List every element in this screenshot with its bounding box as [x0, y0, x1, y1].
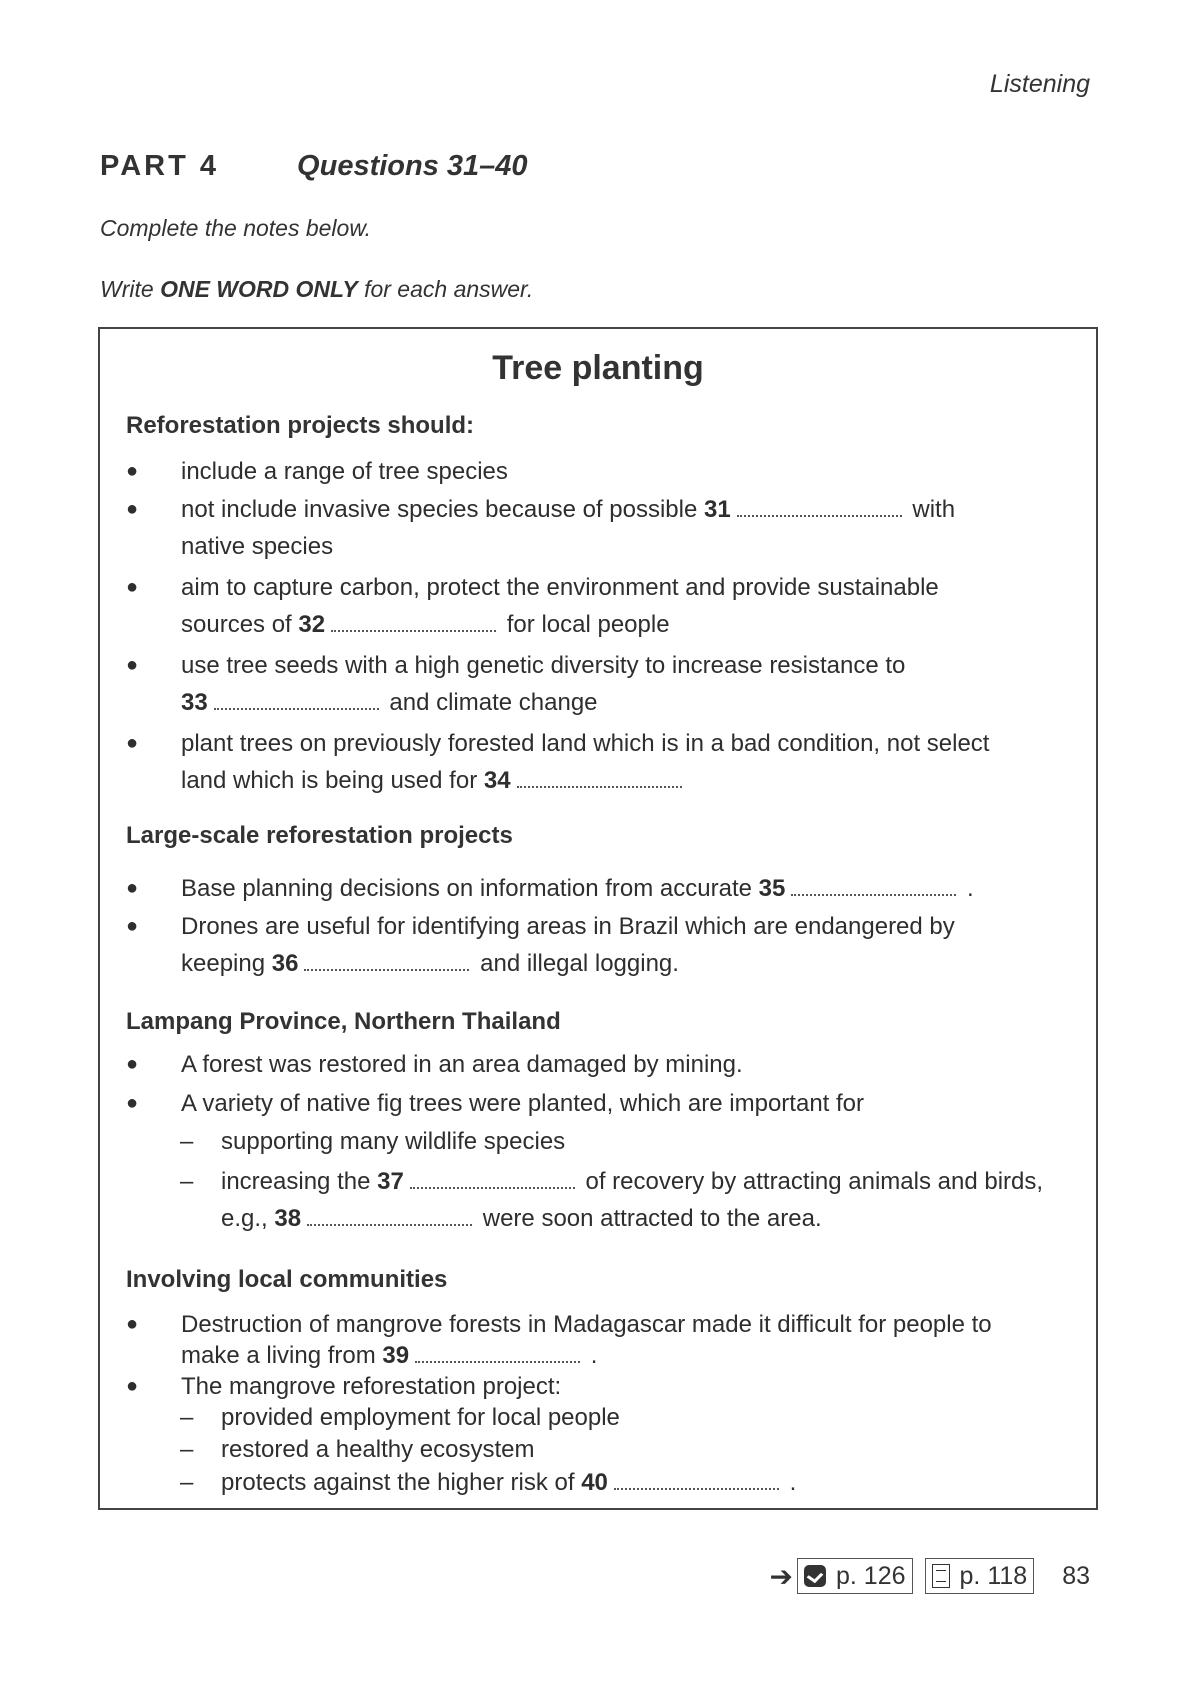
- question-number: 34: [483, 767, 511, 794]
- list-item: ● A variety of native fig trees were planted, which are important for: [126, 1085, 1086, 1122]
- list-item: ● Base planning decisions on information from accurate 35 .: [126, 870, 1086, 907]
- question-number: 39: [382, 1342, 410, 1369]
- audio-script-reference[interactable]: p. 126: [797, 1558, 913, 1594]
- list-item: ● use tree seeds with a high genetic diversity to increase resistance to 33 and climate change: [126, 647, 1086, 721]
- instruction-word-limit: Write ONE WORD ONLY for each answer.: [100, 276, 534, 302]
- footer: [770, 1558, 1090, 1594]
- answer-blank-38[interactable]: [307, 1222, 472, 1226]
- list-item: ● plant trees on previously forested land which is in a bad condition, not select land which is being used for 34: [126, 725, 1086, 799]
- question-number: 35: [758, 875, 786, 902]
- part-heading: [100, 150, 528, 183]
- dash-icon: –: [180, 1404, 194, 1431]
- question-number: 40: [581, 1469, 608, 1496]
- list-item: ● The mangrove reforestation project:: [126, 1373, 562, 1400]
- question-number: 32: [298, 611, 326, 638]
- page-number: 83: [1062, 1561, 1090, 1590]
- section-label: Listening: [989, 70, 1090, 98]
- bullet-icon: ●: [126, 877, 139, 899]
- answer-blank-32[interactable]: [331, 628, 496, 632]
- answer-blank-37[interactable]: [410, 1185, 575, 1189]
- list-item: – supporting many wildlife species: [126, 1123, 1086, 1160]
- bullet-icon: ●: [126, 576, 139, 598]
- list-item: – restored a healthy ecosystem: [180, 1436, 535, 1463]
- bullet-icon: ●: [126, 1053, 139, 1075]
- list-item: ● include a range of tree species: [126, 453, 1086, 490]
- notes-box: [98, 327, 1098, 1510]
- answer-blank-33[interactable]: [214, 706, 379, 710]
- bullet-icon: ●: [126, 498, 139, 520]
- dash-icon: –: [180, 1128, 194, 1155]
- question-number: 38: [274, 1205, 302, 1232]
- list-item: ● Drones are useful for identifying areas in Brazil which are endangered by keeping 36 and illegal logging.: [126, 908, 1086, 982]
- list-item: ● aim to capture carbon, protect the environment and provide sustainable sources of 32 for local people: [126, 569, 1086, 643]
- answer-blank-34[interactable]: [517, 784, 682, 788]
- dash-icon: –: [180, 1436, 194, 1463]
- answer-blank-39[interactable]: [415, 1359, 580, 1363]
- section-heading: Involving local communities: [126, 1266, 448, 1293]
- answer-blank-36[interactable]: [304, 967, 469, 971]
- questions-range: Questions 31–40: [297, 150, 528, 182]
- bullet-icon: ●: [126, 1092, 139, 1114]
- dash-icon: –: [180, 1469, 194, 1496]
- list-item: ● Destruction of mangrove forests in Madagascar made it difficult for people to make a living from 39 .: [126, 1311, 992, 1369]
- list-item: – increasing the 37 of recovery by attracting animals and birds, e.g., 38 were soon attracted to the area.: [126, 1163, 1086, 1237]
- question-number: 36: [271, 950, 299, 977]
- bullet-icon: ●: [126, 654, 139, 676]
- notes-title: Tree planting: [492, 349, 704, 387]
- word-limit: ONE WORD ONLY: [160, 276, 358, 302]
- dash-icon: –: [180, 1168, 194, 1195]
- bullet-icon: ●: [126, 732, 139, 754]
- part-label: PART 4: [100, 150, 219, 182]
- instruction-complete: Complete the notes below.: [100, 215, 372, 241]
- answer-blank-31[interactable]: [737, 513, 902, 517]
- list-item: ● not include invasive species because of possible 31 with native species: [126, 491, 1086, 565]
- answer-blank-35[interactable]: [791, 892, 956, 896]
- question-number: 33: [181, 689, 208, 716]
- question-number: 31: [704, 496, 731, 523]
- question-number: 37: [377, 1168, 404, 1195]
- bullet-icon: ●: [126, 915, 139, 937]
- bullet-icon: ●: [126, 1313, 139, 1335]
- bullet-icon: ●: [126, 1375, 139, 1397]
- section-heading: Reforestation projects should:: [126, 412, 475, 439]
- list-item: ● A forest was restored in an area damaged by mining.: [126, 1046, 1086, 1083]
- section-heading: Lampang Province, Northern Thailand: [126, 1008, 561, 1035]
- audio-script-icon: [804, 1565, 826, 1587]
- answer-key-icon: [932, 1564, 950, 1588]
- list-item: – provided employment for local people: [180, 1404, 620, 1431]
- bullet-icon: ●: [126, 460, 139, 482]
- arrow-right-icon: ➔: [769, 1560, 794, 1592]
- section-heading: Large-scale reforestation projects: [126, 822, 513, 849]
- answer-key-reference[interactable]: p. 118: [925, 1558, 1035, 1594]
- answer-blank-40[interactable]: [614, 1486, 779, 1490]
- list-item: – protects against the higher risk of 40 .: [180, 1469, 797, 1496]
